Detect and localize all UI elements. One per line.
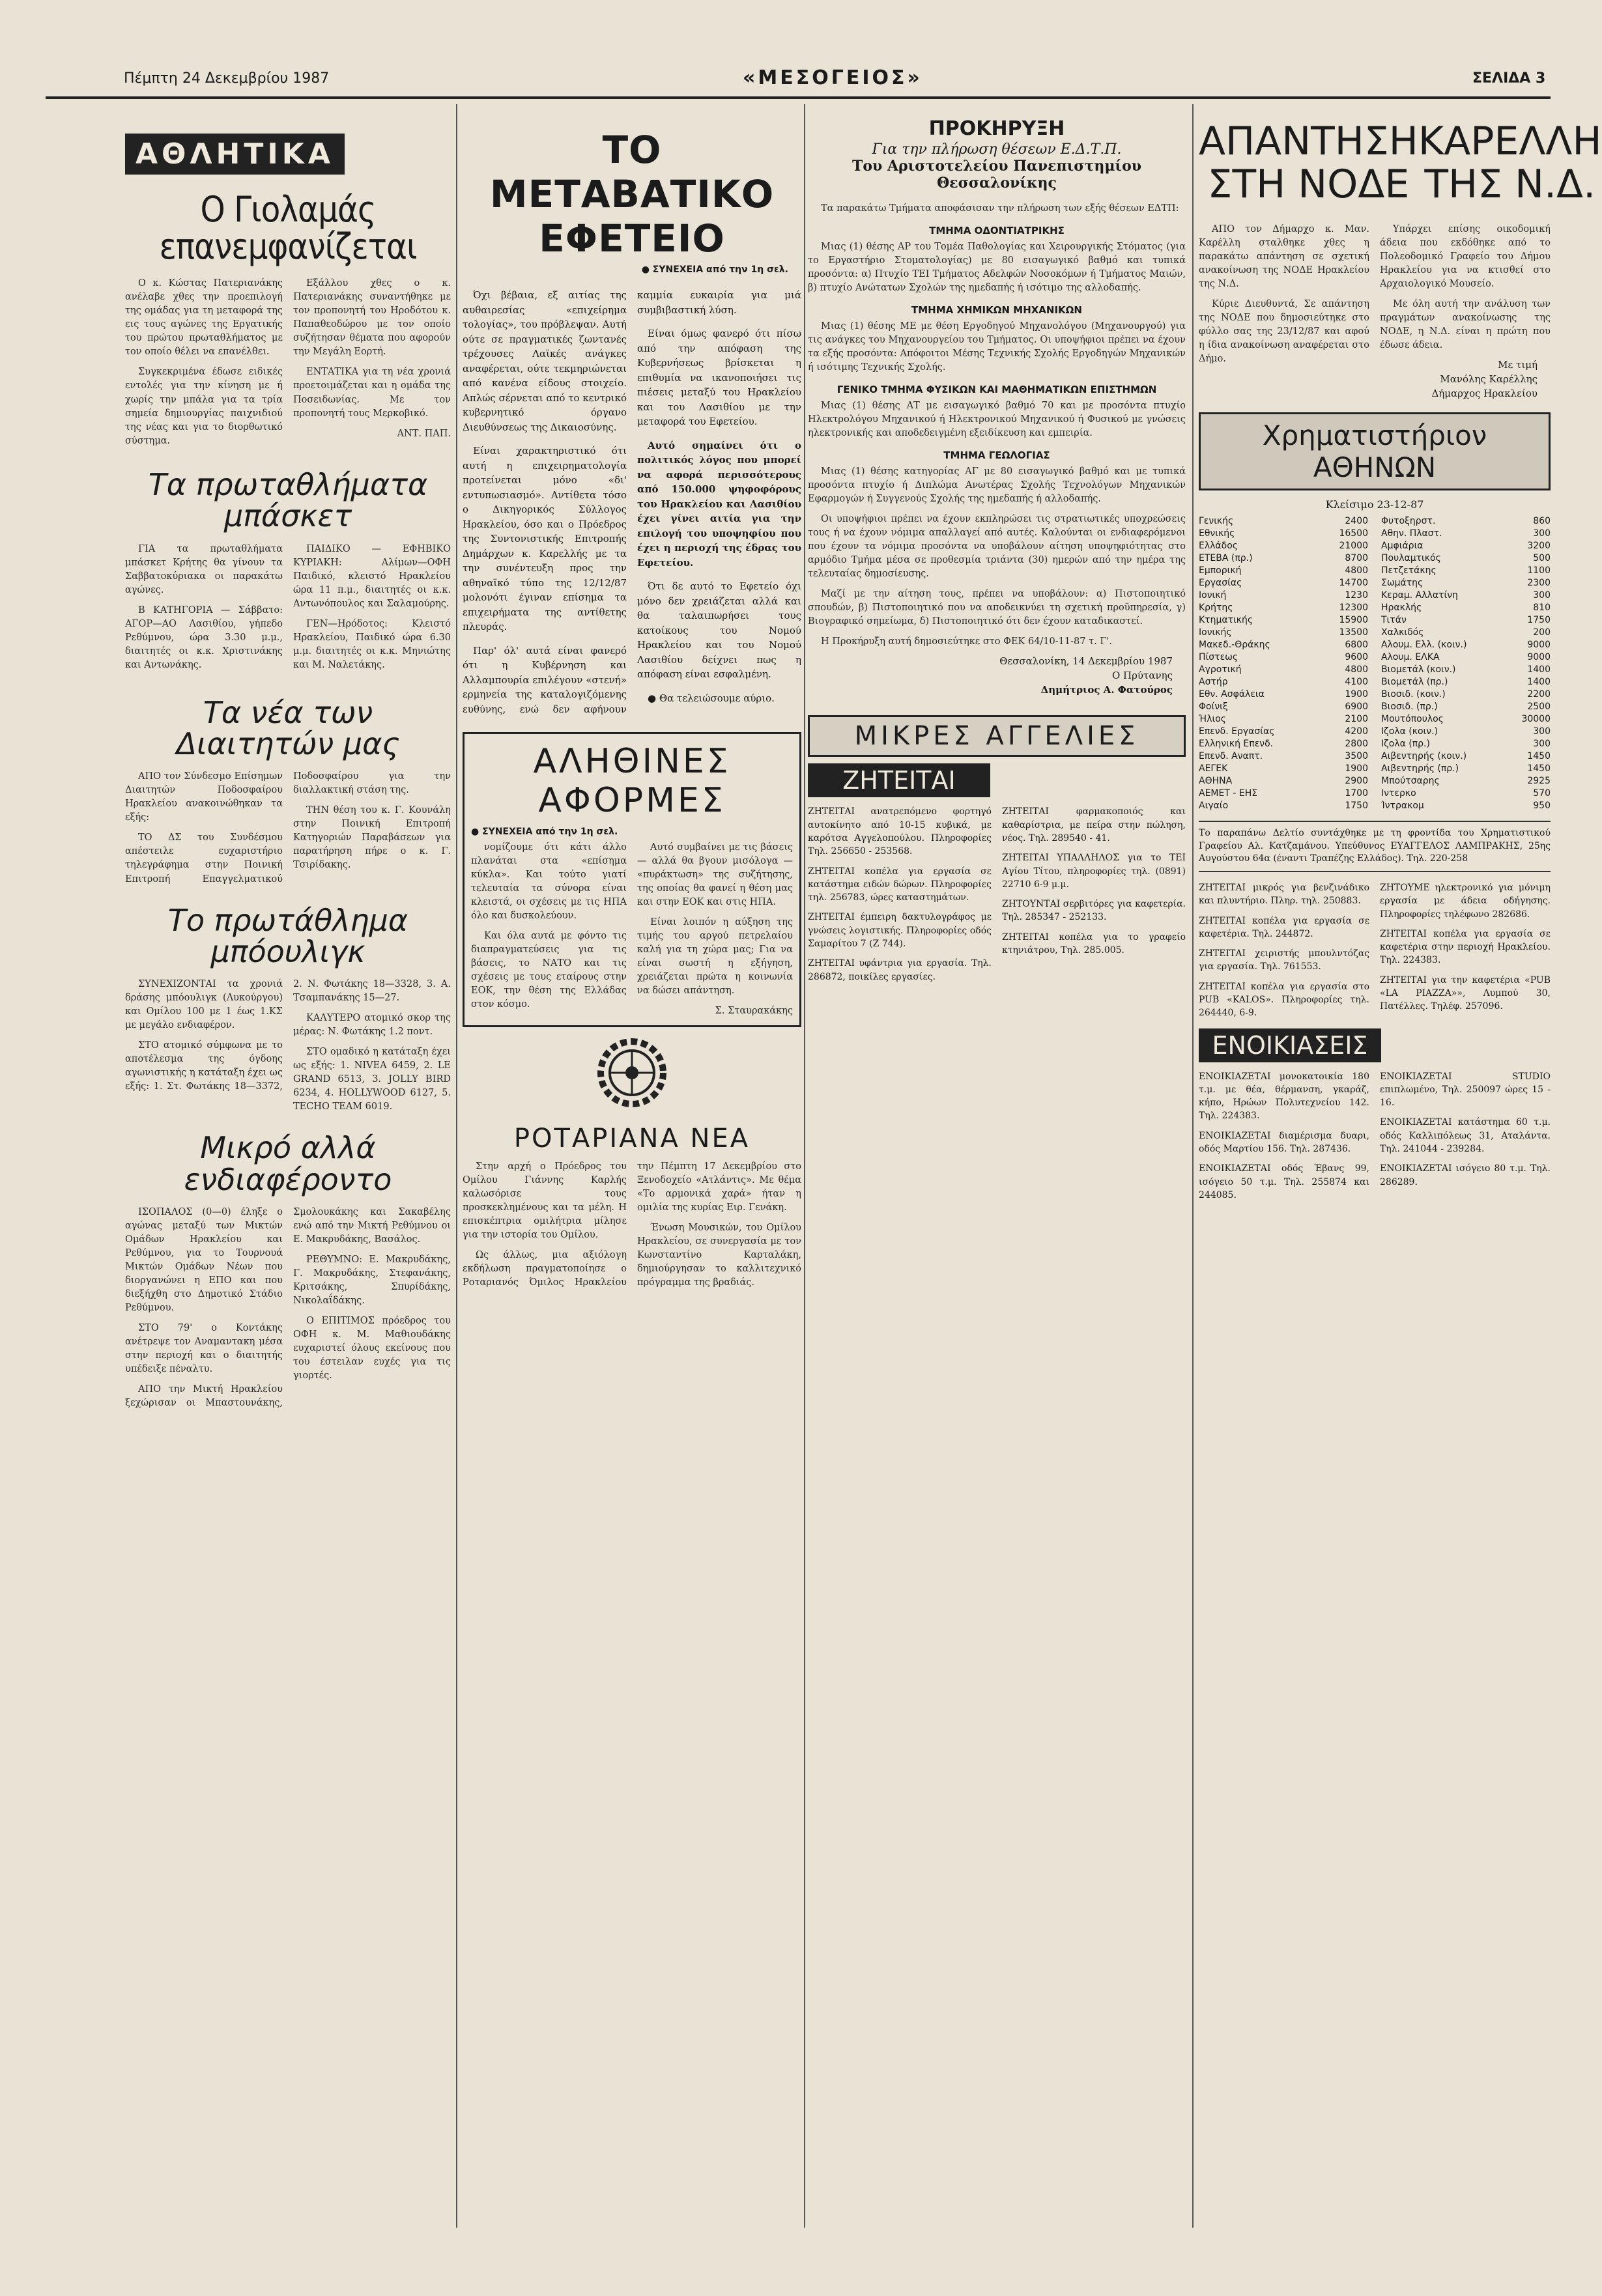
stock-row xyxy=(1381,737,1551,750)
sports-article-5-body xyxy=(125,1206,451,1410)
paragraph: Υπάρχει επίσης οικοδομική άδεια που εκδόθηκε από το Πολεοδομικό Γραφείο του Δήμου Ηρακλείου για να κτισθεί στο Αρχαιολογικό Μουσείο. xyxy=(1380,224,1551,290)
procurement-signer-title: Ο Πρύτανης xyxy=(1111,670,1173,682)
stock-row xyxy=(1381,576,1551,589)
stock-row xyxy=(1199,750,1368,762)
stock-exchange-note: Το παραπάνω Δελτίο συντάχθηκε με τη φροντίδα του Χρηματιστικού Γραφείου Αλ. Κατζαμάνου. Υπεύθυνος ΕΥΑΓΓΕΛΟΣ ΛΑΜΠΡΑΚΗΣ, 25ης Αυγούστου 64α (έναντι Τραπέζης Ελλάδος). Τηλ. 220-258 xyxy=(1199,821,1551,872)
stock-row xyxy=(1199,787,1368,799)
stock-name: ΑΘΗΝΑ xyxy=(1199,775,1233,786)
stock-name: Αγροτική xyxy=(1199,664,1242,675)
rotary-emblem xyxy=(463,1034,801,1112)
rental-ad: ΕΝΟΙΚΙΑΖΕΤΑΙ κατάστημα 60 τ.μ. οδός Καλλιπόλεως 31, Αταλάντα. Τηλ. 241044 - 239284. xyxy=(1380,1117,1551,1155)
stock-row xyxy=(1381,787,1551,799)
stock-value: 1900 xyxy=(1345,688,1368,700)
stock-value: 4800 xyxy=(1345,565,1368,576)
stock-name: Σωμάτης xyxy=(1381,577,1423,588)
paragraph: Όχι βέβαια, εξ αιτίας της αυθαιρεσίας «επιχείρημα τολογίας», του πρόβλεψαν. Αυτή ούτε σε πραγματικές ζωντανές τρέχουσες Λαϊκές ανάγκες αναφέρεται, ούτε τεκμηριώνεται από κανένα είδους στοιχείο. Απλώς σέρνεται από το κεντρικό κυβερνητικό όργανο Διευθύνσεως της Δικαιοσύνης. xyxy=(463,289,627,433)
headline-line: ΤΗΣ Ν.Δ. xyxy=(1424,162,1596,207)
stock-name: Πετζετάκης xyxy=(1381,565,1437,576)
stock-name: Φοίνιξ xyxy=(1199,701,1228,712)
classified-ad: ΖΗΤΟΥΜΕ ηλεκτρονικό για μόνιμη εργασία με άδεια οδήγησης. Πληροφορίες τηλέφωνο 282686. xyxy=(1380,882,1551,920)
stock-name: Τιτάν xyxy=(1381,614,1407,625)
stock-row xyxy=(1381,675,1551,688)
stock-row xyxy=(1199,774,1368,787)
stock-row xyxy=(1199,688,1368,700)
rotary-headline: ΡΟΤΑΡΙΑΝΑ ΝΕΑ xyxy=(513,1124,751,1154)
paragraph: ● Θα τελειώσουμε αύριο. xyxy=(648,692,775,704)
stock-name: Ήλιος xyxy=(1199,713,1226,724)
stock-row xyxy=(1199,713,1368,725)
stock-name: Αμφιάρια xyxy=(1381,540,1423,551)
stock-row xyxy=(1199,552,1368,564)
top-rule xyxy=(46,96,1551,99)
stock-name: Χαλκιδός xyxy=(1381,627,1424,638)
stock-name: Εθν. Ασφάλεια xyxy=(1199,688,1265,700)
procurement-section-text: Μιας (1) θέσης ΜΕ με θέση Εργοδηγού Μηχανολόγου (Μηχανουργού) για τις ανάγκες του Μηχανουργείου του Τμήματος. Οι υποψήφιοι πρέπει να έχουν τα εξής προσόντα: Απόφοιτοι Μέσης Τεχνικής Σχολής Εργοδηγών Μηχανικών ή ισότιμης Τεχνικής Σχολής. xyxy=(808,321,1186,373)
stock-name: ΑΕΓΕΚ xyxy=(1199,763,1228,774)
stock-value: 9000 xyxy=(1527,651,1551,662)
procurement-section-text: Οι υποψήφιοι πρέπει να έχουν εκπληρώσει τις στρατιωτικές υποχρεώσεις τους ή να έχουν νόμιμα απαλλαγεί από αυτές. Καλούνται οι ενδιαφερόμενοι που έχουν τα νόμιμα προσόντα να υποβάλουν αίτηση υποψηφιότητας στο αρμόδιο Τμήμα μέσα σε προθεσμία τριάντα (30) ημερών από την ημέρα της τελευταίας δημοσίευσης. xyxy=(808,514,1186,580)
sports-article-1-headline: Ο Γιολαμάς επανεμφανίζεται xyxy=(159,189,417,267)
classified-ad: ΖΗΤΕΙΤΑΙ έμπειρη δακτυλογράφος με γνώσεις λογιστικής. Πληροφορίες οδός Σαμαρίτου 7 (Ζ 744). xyxy=(808,912,992,950)
stock-row xyxy=(1381,651,1551,663)
procurement-section-text: Μιας (1) θέσης ΑΤ με εισαγωγικό βαθμό 70 και με προσόντα πτυχίο Ηλεκτρολόγου Μηχανικού ή Ηλεκτρονικού Μηχανικού ή Φυσικού με γνώσεις ηλεκτρονικής και αποδεδειγμένη εξειδίκευση και εμπειρία. xyxy=(808,401,1186,439)
column-divider xyxy=(1192,104,1194,2228)
stock-row xyxy=(1199,700,1368,713)
stock-row xyxy=(1381,515,1551,527)
stock-value: 300 xyxy=(1533,589,1551,601)
stock-value: 300 xyxy=(1533,528,1551,539)
stock-value: 570 xyxy=(1533,787,1551,799)
rotary-body xyxy=(463,1160,801,1293)
stock-value: 6900 xyxy=(1345,701,1368,712)
paragraph: ΡΕΘΥΜΝΟ: Ε. Μακρυδάκης, Γ. Μακρυδάκης, Στεφανάκης, Κριτσάκης, Σπυρίδάκης, Νικολαΐδάκης. xyxy=(293,1254,451,1306)
paragraph: Κύριε Διευθυντά, Σε απάντηση της ΝΟΔΕ που δημοσιεύτηκε στο φύλλο σας της 23/12/87 και αφού η ίδια ανακοίνωση αναφέρεται στο Δήμο. xyxy=(1199,299,1369,365)
procurement-title: ΠΡΟΚΗΡΥΞΗ xyxy=(928,117,1065,140)
paragraph: Ο ΕΠΙΤΙΜΟΣ πρόεδρος του ΟΦΗ κ. Μ. Μαθιουδάκης ευχαριστεί όλους εκείνους που του έστειλαν ευχές για τις γιορτές. xyxy=(293,1315,451,1382)
stock-name: Αστήρ xyxy=(1199,676,1228,687)
stock-row xyxy=(1199,638,1368,651)
stock-name: Αιβεντηρής (πρ.) xyxy=(1381,763,1459,774)
classified-ad: ΖΗΤΟΥΝΤΑΙ σερβιτόρες για καφετερία. Τηλ. 285347 - 252133. xyxy=(1002,899,1186,923)
stock-value: 860 xyxy=(1533,515,1551,526)
stock-value: 8700 xyxy=(1345,552,1368,563)
stock-table-right xyxy=(1381,515,1551,812)
sports-article-2-headline: Τα πρωταθλήματα μπάσκετ xyxy=(148,467,428,534)
stock-row xyxy=(1199,675,1368,688)
stock-name: Ιζολα (πρ.) xyxy=(1381,738,1430,749)
alithines-continuation: ● ΣΥΝΕΧΕΙΑ από την 1η σελ. xyxy=(471,827,618,837)
stock-name: Βιοσιδ. (κοιν.) xyxy=(1381,688,1446,700)
stock-row xyxy=(1199,564,1368,576)
stock-name: Μακεδ.-Θράκης xyxy=(1199,639,1270,650)
procurement-column xyxy=(808,111,1186,2234)
paragraph: Εξάλλου χθες ο κ. Πατεριανάκης συναντήθηκε με τον προπονητή του Ηροδότου κ. Παπαθεοδώρου με τον οποίο συζήτησαν θέματα που αφορούν την Μεγάλη Εορτή. xyxy=(293,278,451,358)
paragraph: ΣΤΟ 79' ο Κοντάκης ανέτρεψε τον Αναμαντακη μέσα στην περιοχή και ο διαιτητής υπέδειξε πέναλτυ. xyxy=(125,1322,283,1375)
stock-value: 2925 xyxy=(1527,775,1551,786)
procurement-university: Του Αριστοτελείου Πανεπιστημίου Θεσσαλονίκης xyxy=(851,158,1142,191)
stock-row xyxy=(1381,774,1551,787)
paragraph: Είναι λοιπόν η αύξηση της τιμής του αργού πετρελαίου καλή για τη χώρα μας; Για να είναι σωστή η εξήγηση, χρειάζεται πρώτα η κοινωνία να δώσει απάντηση. xyxy=(637,917,793,997)
rotary-gear-icon xyxy=(593,1034,671,1112)
stock-value: 200 xyxy=(1533,627,1551,638)
stock-value: 3500 xyxy=(1345,750,1368,761)
stock-name: Ιζολα (κοιν.) xyxy=(1381,726,1438,737)
procurement-section-heading: ΤΜΗΜΑ ΧΗΜΙΚΩΝ ΜΗΧΑΝΙΚΩΝ xyxy=(911,304,1082,317)
stock-name: Ελληνική Επενδ. xyxy=(1199,738,1274,749)
stock-row xyxy=(1199,589,1368,601)
paragraph: ΓΙΑ τα πρωταθλήματα μπάσκετ Κρήτης θα γίνουν τα Σαββατοκύριακα οι παρακάτω αγώνες. xyxy=(125,543,283,595)
paragraph: Με όλη αυτή την ανάλυση των πραγμάτων ανακοίνωσης της ΝΟΔΕ, η Ν.Δ. είναι η πρώτη που έδωσε άδεια. xyxy=(1380,299,1551,351)
stock-name: Κτηματικής xyxy=(1199,614,1253,625)
karellis-headline-left xyxy=(1199,120,1418,206)
classified-ad: ΖΗΤΕΙΤΑΙ μικρός για βενζινάδικο και πλυντήριο. Πληρ. τηλ. 250883. xyxy=(1199,882,1369,907)
stock-value: 1400 xyxy=(1527,676,1551,687)
stock-value: 950 xyxy=(1533,800,1551,811)
stock-row xyxy=(1381,564,1551,576)
stock-row xyxy=(1199,515,1368,527)
paragraph: ΣΤΟ ατομικό σύμφωνα με το αποτέλεσμα της όγδοης αγωνιστικής η κατάταξη έχει ως εξής: 1. Στ. Φωτάκης 18—3372, 2. Ν. Φωτάκης 18—3328, 3. Α. Τσαμπανάκης 15—27. xyxy=(125,979,451,1092)
stock-row xyxy=(1381,688,1551,700)
sports-article-2-body xyxy=(125,543,451,679)
stock-name: Ιονικής xyxy=(1199,627,1232,638)
alithines-body xyxy=(471,841,793,1021)
stock-value: 21000 xyxy=(1339,540,1368,551)
stock-value: 9000 xyxy=(1527,639,1551,650)
classified-ad: ΖΗΤΕΙΤΑΙ ανατρεπόμενο φορτηγό αυτοκίνητο από 10-15 κυβικά, με καρότσα Αγγελοπούλου. Πληροφορίες Τηλ. 256650 - 253568. xyxy=(808,806,992,857)
masthead xyxy=(26,66,1557,92)
stock-row xyxy=(1381,725,1551,737)
paragraph: Ότι δε αυτό το Εφετείο όχι μόνο δεν χρειάζεται αλλά και θα ταλαιπωρήσει τους κατοίκους του Νομού Ηρακλείου και του Νομού Λασιθίου δείχνει πως η απόφαση είναι εσφαλμένη. xyxy=(637,580,801,680)
transfer-continuation: ● ΣΥΝΕΧΕΙΑ από την 1η σελ. xyxy=(641,264,788,275)
stock-row xyxy=(1381,713,1551,725)
procurement-section-text: Μιας (1) θέσης ΑΡ του Τομέα Παθολογίας και Χειρουργικής Στόματος (για το Εργαστήριο Στοματολογίας) με 80 εισαγωγικό βαθμό και τυπικά προσόντα: α) Πτυχίο ΤΕΙ Τμήματος Αδελφών Νοσοκόμων ή Τμήματος Μαιών, β) πτυχίο Ανώτατων Σχολών της ημεδαπής ή ισότιμο της αλλοδαπής. xyxy=(808,242,1186,294)
transfer-headline: ΤΟ ΜΕΤΑΒΑΤΙΚΟ ΕΦΕΤΕΙΟ xyxy=(489,128,775,261)
stock-row xyxy=(1199,527,1368,539)
zitountai-label: ΖΗΤΕΙΤΑΙ xyxy=(808,763,990,797)
paragraph: Είναι χαρακτηριστικό ότι αυτή η επιχειρηματολογία προτείνεται μόνο «δι' εντυπωσιασμό». Αντίθετα τόσο ο Δικηγορικός Σύλλογος Ηρακλείου, όσο και ο Πρόεδρος της Συντονιστικής Επιτροπής Δημάρχων κ. Καρελλής με τα την συνέντευξη προς την αθηναϊκό τύπο της 12/12/87 μολονότι έγιναν επίσημα τα επιχειρήματα της αντίθετης πλευράς. xyxy=(463,445,627,632)
stock-value: 1750 xyxy=(1527,614,1551,625)
stock-row xyxy=(1381,539,1551,552)
stock-name: Κεραμ. Αλλατίνη xyxy=(1381,589,1458,601)
procurement-section-heading: ΤΜΗΜΑ ΟΔΟΝΤΙΑΤΡΙΚΗΣ xyxy=(929,225,1065,237)
paragraph: ΙΣΟΠΑΛΟΣ (0—0) έληξε ο αγώνας μεταξύ των Μικτών Ομάδων Ηρακλείου και Ρεθύμνου, για το Τουρνουά Μικτών Ομάδων Νέων που διοργανώνει η ΕΠΟ και που διεξήχθη στο Δημοτικό Στάδιο Ρεθύμνου. xyxy=(125,1206,283,1313)
stock-name: Κρήτης xyxy=(1199,602,1233,613)
stock-row xyxy=(1381,589,1551,601)
stock-name: Αθην. Πλαστ. xyxy=(1381,528,1442,539)
column-divider xyxy=(456,104,457,2228)
stock-value: 16500 xyxy=(1339,528,1368,539)
stock-row xyxy=(1199,626,1368,638)
paragraph: Β ΚΑΤΗΓΟΡΙΑ — Σάββατο: ΑΓΟΡ—ΑΟ Λασιθίου, γήπεδο Ρεθύμνου, ώρα 3.30 μ.μ., διαιτητές οι κ.κ. Χριστινάκης και Αντωνάκης. xyxy=(125,604,283,670)
stock-name: ΕΤΕΒΑ (πρ.) xyxy=(1199,552,1253,563)
sports-article-5-headline: Μικρό αλλά ενδιαφέροντο xyxy=(184,1130,392,1197)
stock-name: ΑΕΜΕΤ - ΕΗΣ xyxy=(1199,787,1258,799)
stock-name: Εθνικής xyxy=(1199,528,1235,539)
stock-value: 9600 xyxy=(1345,651,1368,662)
karellis-headline-right xyxy=(1418,120,1602,206)
paragraph: Και όλα αυτά με φόντο τις διαπραγματεύσεις για τις βάσεις, το ΝΑΤΟ και τις σχέσεις με τους εταίρους στην ΕΟΚ, την θέση της Ελλάδας στον κόσμο. xyxy=(471,931,627,1010)
paragraph: ΤΟ ΔΣ του Συνδέσμου απέστειλε ευχαριστήριο τηλεγράφημα στην Ποινική Επιτροπή Επαγγελματικού Ποδοσφαίρου για την διαλλακτική στάση της. xyxy=(125,771,451,885)
stock-row xyxy=(1199,725,1368,737)
paragraph: Παρ' όλ' αυτά είναι φανερό ότι η Κυβέρνηση και Αλλαμπουρία επιλέγουν «στενή» ερμηνεία της καταλογιζόμενης ευθύνης, ενώ δεν αφήνουν καμμία ευκαιρία για μιά συμβιβαστική λύση. xyxy=(463,289,801,715)
stock-row xyxy=(1199,663,1368,675)
stock-value: 500 xyxy=(1533,552,1551,563)
enoikiaseis-label: ΕΝΟΙΚΙΑΣΕΙΣ xyxy=(1199,1028,1381,1062)
stock-name: Επενδ. Αναπτ. xyxy=(1199,750,1263,761)
procurement-subtitle: Για την πλήρωση θέσεων Ε.Δ.Τ.Π. xyxy=(872,141,1122,158)
column-divider xyxy=(804,104,805,2228)
rental-ad: ΕΝΟΙΚΙΑΖΕΤΑΙ διαμέρισμα δυαρι, οδός Μαρτίου 156. Τηλ. 287436. xyxy=(1199,1130,1369,1155)
stock-value: 1450 xyxy=(1527,750,1551,761)
stock-name: Μπούτσαρης xyxy=(1381,775,1440,786)
stock-value: 4200 xyxy=(1345,726,1368,737)
sports-article-4-body xyxy=(125,978,451,1114)
stock-value: 2200 xyxy=(1527,688,1551,700)
stock-value: 300 xyxy=(1533,726,1551,737)
sports-section-label: ΑΘΛΗΤΙΚΑ xyxy=(125,134,345,175)
stock-value: 1230 xyxy=(1345,589,1368,601)
stock-value: 2300 xyxy=(1527,577,1551,588)
stock-row xyxy=(1381,700,1551,713)
paragraph: ΚΑΛΥΤΕΡΟ ατομικό σκορ της μέρας: Ν. Φωτάκης 1.2 ποντ. xyxy=(293,1013,451,1038)
stock-name: Πίστεως xyxy=(1199,651,1238,662)
stock-row xyxy=(1199,762,1368,774)
stock-row xyxy=(1199,737,1368,750)
karellis-body xyxy=(1199,223,1551,399)
paragraph: Αυτό σημαίνει ότι ο πολιτικός λόγος που μπορεί να αφορά περισσότερους από 150.000 ψηφοφόρους του Ηρακλείου και Λασιθίου έχει γίνει αιτία για την επιλογή του υποψηφίου που έχει η περιοχή της έδρας του Εφετείου. xyxy=(637,439,801,569)
stock-name: Αλουμ. ΕΛΚΑ xyxy=(1381,651,1440,662)
paragraph: ΤΗΝ θέση του κ. Γ. Κουνάλη στην Ποινική Επιτροπή Κατηγοριών Παραβάσεων για παρατήρηση πήρε ο κ. Γ. Τσιρίδακης. xyxy=(293,805,451,871)
byline: Σ. Σταυρακάκης xyxy=(715,1006,793,1017)
classified-ad: ΖΗΤΕΙΤΑΙ κοπέλα για εργασία σε καφετέρια στην περιοχή Ηρακλείου. Τηλ. 224383. xyxy=(1380,928,1551,966)
classified-ad: ΖΗΤΕΙΤΑΙ χειριστής μπουλντόζας για εργασία. Τηλ. 761553. xyxy=(1199,948,1369,972)
stock-value: 1750 xyxy=(1345,800,1368,811)
stock-name: Ίντρακομ xyxy=(1381,800,1424,811)
paragraph: Ένωση Μουσικών, του Ομίλου Ηρακλείου, σε συνεργασία με τον Κωνσταντίνο Καρταλάκη, δημιούργησαν το καλλιτεχνικό πρόγραμμα της βραδιάς. xyxy=(637,1223,801,1288)
paper-name: «ΜΕΣΟΓΕΙΟΣ» xyxy=(743,66,923,89)
paragraph: Ως άλλως, μια αξιόλογη εκδήλωση πραγματοποίησε ο Ροταριανός Όμιλος Ηρακλείου την Πέμπτη 17 Δεκεμβρίου στο Ξενοδοχείο «Ατλάντις». Με θέμα «Το αρμονικά χαρά» ήταν η ομιλία της κυρίας Ειρ. Γενάκη. xyxy=(463,1161,801,1288)
stock-row xyxy=(1381,750,1551,762)
classified-ads-list xyxy=(808,805,1186,984)
stock-value: 1450 xyxy=(1527,763,1551,774)
stock-exchange-title: Χρηματιστήριον ΑΘΗΝΩΝ xyxy=(1199,412,1551,490)
stock-value: 2900 xyxy=(1345,775,1368,786)
classified-ad: ΖΗΤΕΙΤΑΙ κοπέλα για εργασία στο PUB «KALOS». Πληροφορίες τηλ. 264440, 6-9. xyxy=(1199,981,1369,1019)
stock-value: 3200 xyxy=(1527,540,1551,551)
stock-row xyxy=(1381,663,1551,675)
stock-value: 300 xyxy=(1533,738,1551,749)
classifieds-header: ΜΙΚΡΕΣ ΑΓΓΕΛΙΕΣ xyxy=(808,715,1186,757)
stock-name: Ιντερκο xyxy=(1381,787,1416,799)
alithines-box xyxy=(463,732,801,1027)
rental-ad: ΕΝΟΙΚΙΑΖΕΤΑΙ STUDIO επιπλωμένο, Τηλ. 250097 ώρες 15 - 16. xyxy=(1380,1071,1551,1109)
stock-name: Επενδ. Εργασίας xyxy=(1199,726,1275,737)
classified-ad: ΖΗΤΕΙΤΑΙ κοπέλα για εργασία σε κατάστημα ειδών δώρων. Πληροφορίες τηλ. 256783, ώρες καταστημάτων. xyxy=(808,866,992,903)
stock-row xyxy=(1199,614,1368,626)
stock-row xyxy=(1381,626,1551,638)
paragraph: Είναι όμως φανερό ότι πίσω από την απόφαση της Κυβερνήσεως βρίσκεται η επιθυμία να ικανοποιήσει τις πιέσεις μεταξύ του Ηρακλείου και του Λασιθίου με την μεταφορά του Εφετείου. xyxy=(637,328,801,427)
stock-value: 13500 xyxy=(1339,627,1368,638)
stock-value: 6800 xyxy=(1345,639,1368,650)
classified-ad: ΖΗΤΕΙΤΑΙ κοπέλα για το γραφείο κτηνιάτρου, Τηλ. 285.005. xyxy=(1002,931,1186,956)
stock-name: Εμπορική xyxy=(1199,565,1242,576)
procurement-intro: Τα παρακάτω Τμήματα αποφάσισαν την πλήρωση των εξής θέσεων ΕΔΤΠ: xyxy=(821,203,1179,214)
paragraph: νομίζουμε ότι κάτι άλλο πλανάται στα «επίσημα κύκλα». Και τούτο γιατί τελευταία τα σύνορα είναι κλειστά, οι σχέσεις με τις ΗΠΑ όλο και δυσκολεύουν. xyxy=(471,842,627,922)
byline: ΑΝΤ. ΠΑΠ. xyxy=(397,428,451,439)
transfer-column xyxy=(463,111,801,2234)
stock-row xyxy=(1381,552,1551,564)
classified-ad: ΖΗΤΕΙΤΑΙ φαρμακοποιός και καθαρίστρια, με πείρα στην πώληση, νέος. Τηλ. 289540 - 41. xyxy=(1002,806,1186,843)
stock-name: Γενικής xyxy=(1199,515,1234,526)
karellis-signer-role: Με τιμή xyxy=(1498,359,1538,371)
stock-value: 1400 xyxy=(1527,664,1551,675)
stock-row xyxy=(1199,539,1368,552)
classified-ad: ΖΗΤΕΙΤΑΙ υφάντρια για εργασία. Τηλ. 286872, ποικίλες εργασίες. xyxy=(808,958,992,982)
classified-ads-list-2 xyxy=(1199,881,1551,1023)
stock-value: 15900 xyxy=(1339,614,1368,625)
sports-article-4-headline: Το πρωτάθλημα μπόουλιγκ xyxy=(167,902,408,969)
sports-article-3-body xyxy=(125,770,451,886)
classified-ad: ΖΗΤΕΙΤΑΙ για την καφετέρια «PUB «LA PIAZZA»», Λυμπού 30, Πατέλλες. Τηλέφ. 257096. xyxy=(1380,974,1551,1012)
stock-exchange-date: Κλείσιμο 23-12-87 xyxy=(1325,498,1424,511)
paragraph: ΑΠΟ την Μικτή Ηρακλείου ξεχώρισαν οι Μπαστουνάκης, Σμολουκάκης και Σακαβέλης ενώ από την Μικτή Ρεθύμνου οι Ε. Μακρυδάκης, Βασάλος. xyxy=(125,1206,451,1409)
stock-row xyxy=(1381,799,1551,812)
paragraph: ΣΥΝΕΧΙΖΟΝΤΑΙ τα χρονιά δράσης μπόουλιγκ (Λυκούργου) και Ομίλου 100 με 1 έως 1.ΚΣ με μεγάλο ενδιαφέρον. xyxy=(125,979,283,1031)
stock-value: 30000 xyxy=(1521,713,1551,724)
stock-value: 4100 xyxy=(1345,676,1368,687)
page-number: ΣΕΛΙΔΑ 3 xyxy=(1472,70,1546,87)
classified-ad: ΖΗΤΕΙΤΑΙ ΥΠΑΛΛΗΛΟΣ για το ΤΕΙ Αγίου Τίτου, πληροφορίες τηλ. (0891) 22710 6-9 μ.μ. xyxy=(1002,853,1186,890)
paragraph: Αυτό συμβαίνει με τις βάσεις — αλλά θα βγουν μισόλογα — «πυράκτωση» της συζήτησης, της οποίας θα φανεί η θέση μας και στην ΕΟΚ και στις ΗΠΑ. xyxy=(637,842,793,908)
stock-name: Βιομετάλ (πρ.) xyxy=(1381,676,1448,687)
karellis-signer-name: Μανόλης Καρέλλης xyxy=(1440,373,1538,386)
stock-row xyxy=(1199,601,1368,614)
paragraph: ΑΠΟ τον Σύνδεσμο Επίσημων Διαιτητών Ποδοσφαίρου Ηρακλείου ανακοινώθηκαν τα εξής: xyxy=(125,771,283,823)
stock-name: Αιγαίο xyxy=(1199,800,1229,811)
procurement-section-heading: ΤΜΗΜΑ ΓΕΩΛΟΓΙΑΣ xyxy=(943,449,1050,462)
procurement-signer-name: Δημήτριος Α. Φατούρος xyxy=(1040,684,1173,696)
stock-name: Πουλαμτικός xyxy=(1381,552,1441,563)
stock-name: Ιονική xyxy=(1199,589,1227,601)
paragraph: ΓΕΝ—Ηρόδοτος: Κλειστό Ηρακλείου, Παιδικό ώρα 6.30 μ.μ. διαιτητές οι κ.κ. Μηνιώτης και Μ. Ναλετάκης. xyxy=(293,618,451,670)
stock-value: 2100 xyxy=(1345,713,1368,724)
stock-value: 810 xyxy=(1533,602,1551,613)
stock-value: 4800 xyxy=(1345,664,1368,675)
rental-ad: ΕΝΟΙΚΙΑΖΕΤΑΙ ισόγειο 80 τ.μ. Τηλ. 286289. xyxy=(1380,1163,1551,1187)
stock-name: Βιοσιδ. (πρ.) xyxy=(1381,701,1438,712)
stock-tables xyxy=(1199,515,1551,812)
karellis-column xyxy=(1199,111,1602,2234)
procurement-section-heading: ΓΕΝΙΚΟ ΤΜΗΜΑ ΦΥΣΙΚΩΝ ΚΑΙ ΜΑΘΗΜΑΤΙΚΩΝ ΕΠΙΣΤΗΜΩΝ xyxy=(837,384,1157,396)
paragraph: ΕΝΤΑΤΙΚΑ για τη νέα χρονιά προετοιμάζεται και η ομάδα της Ποσειδωνίας. Με τον προπονητή τους Μερκοβικό. xyxy=(293,367,451,419)
stock-value: 2500 xyxy=(1527,701,1551,712)
stock-row xyxy=(1381,638,1551,651)
stock-name: Φυτοξηρστ. xyxy=(1381,515,1436,526)
stock-row xyxy=(1381,614,1551,626)
stock-value: 1900 xyxy=(1345,763,1368,774)
headline-line: ΣΤΗ ΝΟΔΕ xyxy=(1207,162,1410,207)
stock-name: Εργασίας xyxy=(1199,577,1242,588)
stock-name: Ελλάδος xyxy=(1199,540,1238,551)
paragraph: ΣΤΟ ομαδικό η κατάταξη έχει ως εξής: 1. NIVEA 6459, 2. LE GRAND 6513, 3. JOLLY BIRD 6234, 4. HOLLYWOOD 6127, 5. TECHO TEAM 6019. xyxy=(293,1047,451,1113)
stock-row xyxy=(1381,762,1551,774)
stock-row xyxy=(1199,576,1368,589)
sports-column xyxy=(125,134,451,2244)
classified-ad: ΖΗΤΕΙΤΑΙ κοπέλα για εργασία σε καφετέρια. Τηλ. 244872. xyxy=(1199,915,1369,939)
paragraph: ΠΑΙΔΙΚΟ — ΕΦΗΒΙΚΟ ΚΥΡΙΑΚΗ: Αλίμων—ΟΦΗ Παιδικό, κλειστό Ηρακλείου ώρα 11 π.μ., διαιτητές οι κ.κ. Αντωνόπουλος και Σαλαμούρης. xyxy=(293,543,451,609)
procurement-section-text: Μαζί με την αίτηση τους, πρέπει να υποβάλουν: α) Πιστοποιητικό σπουδών, β) Πιστοποιητικό που να αποδεικνύει τη σχετική προϋπηρεσία, γ) Βιογραφικό σημείωμα, δ) Πιστοποιητικό ότι δεν έχουν καταδικαστεί. xyxy=(808,589,1186,627)
stock-value: 1100 xyxy=(1527,565,1551,576)
stock-name: Ηρακλής xyxy=(1381,602,1422,613)
headline-line: ΚΑΡΕΛΛΗ xyxy=(1418,119,1602,164)
stock-value: 2400 xyxy=(1345,515,1368,526)
procurement-place-date: Θεσσαλονίκη, 14 Δεκεμβρίου 1987 xyxy=(999,655,1173,668)
stock-name: Βιομετάλ (κοιν.) xyxy=(1381,664,1456,675)
stock-row xyxy=(1381,527,1551,539)
karellis-signer-title: Δήμαρχος Ηρακλείου xyxy=(1431,388,1538,400)
transfer-body xyxy=(463,288,801,716)
paragraph: Ο κ. Κώστας Πατεριανάκης ανέλαβε χθες την προεπιλογή της ομάδας για τη μεταφορά της εις τους αγώνες της Εργατικής του πρώτου πρωταθλήματος με τον οποίο θέλει να επανέλθει. xyxy=(125,278,283,358)
alithines-headline: ΑΛΗΘΙΝΕΣ ΑΦΟΡΜΕΣ xyxy=(533,742,731,820)
procurement-fek: Η Προκήρυξη αυτή δημοσιεύτηκε στο ΦΕΚ 64/10-11-87 τ. Γ'. xyxy=(821,636,1112,647)
sports-article-3-headline: Τα νέα των Διαιτητών μας xyxy=(176,694,400,762)
stock-name: Αλουμ. Ελλ. (κοιν.) xyxy=(1381,639,1467,650)
karellis-headline xyxy=(1199,119,1602,207)
paragraph: Στην αρχή ο Πρόεδρος του Ομίλου Γιάννης Καρλής καλωσόρισε τους προσκεκλημένους και τα μέλη. Η επισκέπτρια ομιλήτρια μίλησε για την ιστορία του Ομίλου. xyxy=(463,1161,627,1241)
rental-ads-list xyxy=(1199,1070,1551,1202)
stock-name: Αιβεντηρής (κοιν.) xyxy=(1381,750,1467,761)
stock-row xyxy=(1199,799,1368,812)
stock-value: 1700 xyxy=(1345,787,1368,799)
rental-ad: ΕΝΟΙΚΙΑΖΕΤΑΙ οδός Έβανς 99, ισόγειο 50 τ.μ. Τηλ. 255874 και 244085. xyxy=(1199,1163,1369,1200)
stock-value: 2800 xyxy=(1345,738,1368,749)
stock-row xyxy=(1199,651,1368,663)
stock-name: Μουτόπουλος xyxy=(1381,713,1444,724)
issue-date: Πέμπτη 24 Δεκεμβρίου 1987 xyxy=(124,70,330,87)
stock-value: 12300 xyxy=(1339,602,1368,613)
sports-article-1-body xyxy=(125,277,451,451)
paragraph: ΑΠΟ τον Δήμαρχο κ. Μαν. Καρέλλη σταλθηκε χθες η παρακάτω απάντηση σε σχετική ανακοίνωση της ΝΟΔΕ Ηρακλείου της Ν.Δ. xyxy=(1199,224,1369,290)
stock-table-left xyxy=(1199,515,1368,812)
headline-line: ΑΠΑΝΤΗΣΗ xyxy=(1199,119,1418,164)
stock-row xyxy=(1381,601,1551,614)
paragraph: Συγκεκριμένα έδωσε ειδικές εντολές για την κίνηση με ή χωρίς την μπάλα για τα τρία σημεία δημιουργίας παιχνιδιού της νέας και για το διορθωτικό σύστημα. xyxy=(125,367,283,446)
stock-value: 14700 xyxy=(1339,577,1368,588)
rental-ad: ΕΝΟΙΚΙΑΖΕΤΑΙ μονοκατοικία 180 τ.μ. με θέα, θέρμανση, γκαράζ, κήπο, Ηρώων Πολυτεχνείου 142. Τηλ. 224383. xyxy=(1199,1071,1369,1122)
procurement-section-text: Μιας (1) θέσης κατηγορίας ΑΓ με 80 εισαγωγικό βαθμό και με τυπικά προσόντα πτυχίο ή Διπλώμα Ανωτέρας Σχολής Τεχνολόγων Μηχανικών Εφαρμογών ή Συγγενούς Σχολής της ημεδαπής ή αλλοδαπής. xyxy=(808,466,1186,505)
